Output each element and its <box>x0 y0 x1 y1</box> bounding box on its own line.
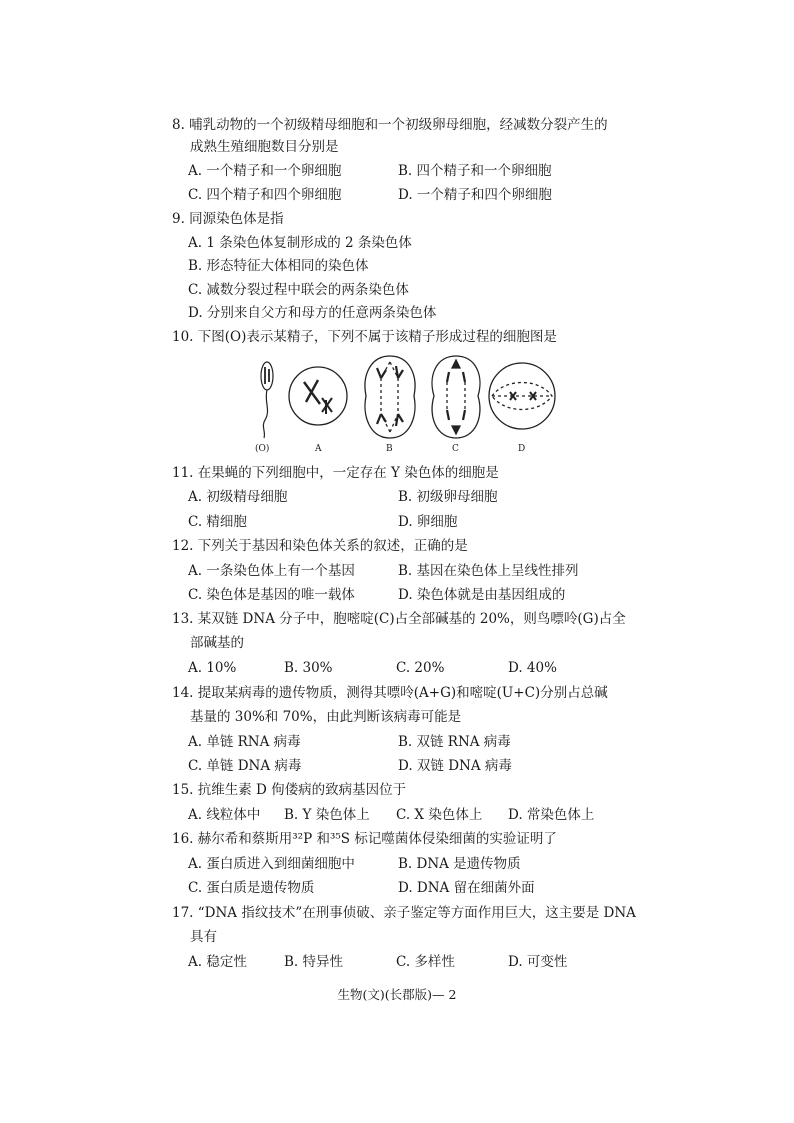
q8-option-d: D. 一个精子和四个卵细胞 <box>398 187 552 203</box>
q17-option-c: C. 多样性 <box>396 954 455 970</box>
q9-option-d: D. 分别来自父方和母方的任意两条染色体 <box>188 305 437 321</box>
q9-option-a: A. 1 条染色体复制形成的 2 条染色体 <box>188 235 412 251</box>
cell-division-figure <box>240 352 560 462</box>
q13-option-b: B. 30% <box>284 660 333 676</box>
figure-label-d: D <box>518 444 526 454</box>
q9-option-c: C. 减数分裂过程中联会的两条染色体 <box>188 282 409 298</box>
q8-option-c: C. 四个精子和四个卵细胞 <box>188 187 342 203</box>
q12-option-a: A. 一条染色体上有一个基因 <box>188 563 355 579</box>
q16-option-d: D. DNA 留在细菌外面 <box>398 880 535 896</box>
q16-option-a: A. 蛋白质进入到细菌细胞中 <box>188 856 355 872</box>
q13-option-d: D. 40% <box>508 660 557 676</box>
q17-option-d: D. 可变性 <box>508 954 568 970</box>
q12-option-b: B. 基因在染色体上呈线性排列 <box>398 563 579 579</box>
q8-option-a: A. 一个精子和一个卵细胞 <box>188 163 342 179</box>
q14-option-c: C. 单链 DNA 病毒 <box>188 758 302 774</box>
q15-option-d: D. 常染色体上 <box>508 807 595 823</box>
q11-option-b: B. 初级卵母细胞 <box>398 489 498 505</box>
q12-option-c: C. 染色体是基因的唯一载体 <box>188 587 355 603</box>
figure-label-c: C <box>452 444 459 454</box>
figure-label-a: A <box>315 444 322 454</box>
q15-option-c: C. X 染色体上 <box>396 807 483 823</box>
cell-b-drawing <box>365 356 415 438</box>
q16-option-c: C. 蛋白质是遗传物质 <box>188 880 315 896</box>
q17-option-b: B. 特异性 <box>284 954 344 970</box>
q17-stem-line2: 具有 <box>190 929 217 945</box>
q14-option-a: A. 单链 RNA 病毒 <box>188 734 301 750</box>
cell-diagram-svg <box>240 352 560 444</box>
q17-option-a: A. 稳定性 <box>188 954 247 970</box>
q13-option-c: C. 20% <box>396 660 445 676</box>
q13-stem-line1: 13. 某双链 DNA 分子中，胞嘧啶(C)占全部碱基的 20%，则鸟嘌呤(G)占全 <box>172 611 626 627</box>
q9-option-b: B. 形态特征大体相同的染色体 <box>188 258 369 274</box>
q8-stem-line2: 成熟生殖细胞数目分别是 <box>190 139 339 155</box>
q8-stem-line1: 8. 哺乳动物的一个初级精母细胞和一个初级卵母细胞，经减数分裂产生的 <box>172 117 608 133</box>
q14-option-b: B. 双链 RNA 病毒 <box>398 734 511 750</box>
q12-option-d: D. 染色体就是由基因组成的 <box>398 587 566 603</box>
q12-stem: 12. 下列关于基因和染色体关系的叙述，正确的是 <box>172 538 468 554</box>
q14-stem-line2: 基量的 30%和 70%，由此判断该病毒可能是 <box>190 709 462 725</box>
q16-stem: 16. 赫尔希和蔡斯用³²P 和³⁵S 标记噬菌体侵染细菌的实验证明了 <box>172 831 557 847</box>
q14-stem-line1: 14. 提取某病毒的遗传物质，测得其嘌呤(A+G)和嘧啶(U+C)分别占总碱 <box>172 685 608 701</box>
q11-option-c: C. 精细胞 <box>188 514 247 530</box>
figure-label-b: B <box>386 444 393 454</box>
q17-stem-line1: 17. “DNA 指纹技术”在刑事侦破、亲子鉴定等方面作用巨大，这主要是 DNA <box>172 905 636 921</box>
q13-option-a: A. 10% <box>188 660 237 676</box>
q8-option-b: B. 四个精子和一个卵细胞 <box>398 163 552 179</box>
page-footer: 生物(文)(长郡版)— 2 <box>337 987 457 1002</box>
q9-stem: 9. 同源染色体是指 <box>172 211 284 227</box>
q14-option-d: D. 双链 DNA 病毒 <box>398 758 512 774</box>
cell-c-drawing <box>432 356 480 438</box>
q16-option-b: B. DNA 是遗传物质 <box>398 856 521 872</box>
sperm-drawing <box>261 362 273 438</box>
q11-option-a: A. 初级精母细胞 <box>188 489 288 505</box>
q15-option-a: A. 线粒体中 <box>188 807 261 823</box>
cell-d-drawing <box>489 363 555 429</box>
cell-a-drawing <box>289 367 347 425</box>
q15-option-b: B. Y 染色体上 <box>284 807 370 823</box>
figure-label-o: (O) <box>255 444 270 454</box>
q11-stem: 11. 在果蝇的下列细胞中，一定存在 Y 染色体的细胞是 <box>172 465 499 481</box>
q10-stem: 10. 下图(O)表示某精子，下列不属于该精子形成过程的细胞图是 <box>172 329 557 345</box>
q13-stem-line2: 部碱基的 <box>190 635 244 651</box>
q15-stem: 15. 抗维生素 D 佝偻病的致病基因位于 <box>172 782 407 798</box>
q11-option-d: D. 卵细胞 <box>398 514 458 530</box>
